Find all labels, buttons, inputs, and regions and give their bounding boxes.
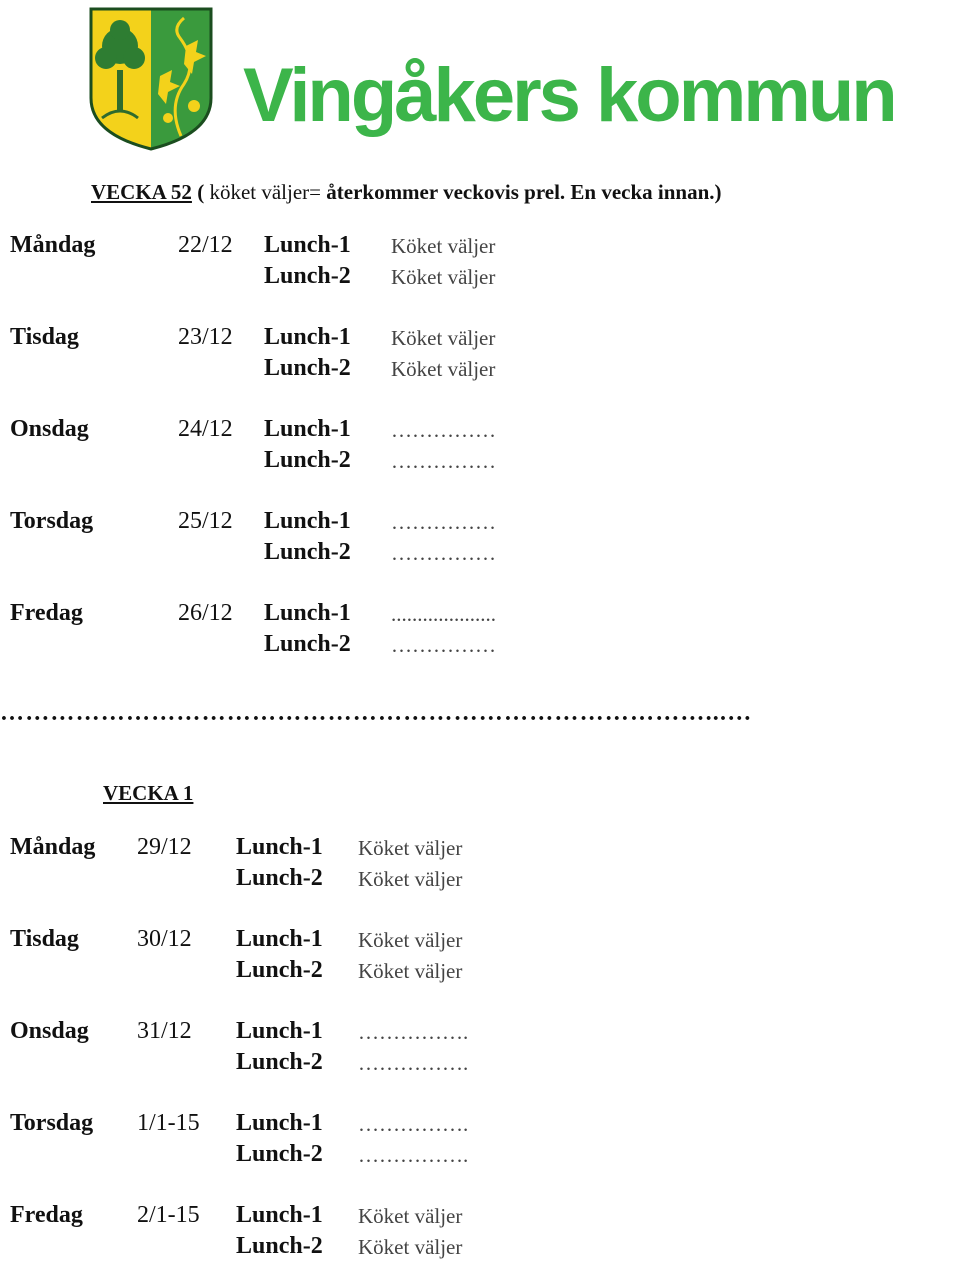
lunch-label: Lunch-1 <box>264 508 351 534</box>
lunch-label: Lunch-2 <box>236 1049 323 1075</box>
week-heading <box>91 180 722 205</box>
dish-text: Köket väljer <box>391 234 496 258</box>
menu-row <box>0 865 960 895</box>
brand-title: Vingåkers kommun <box>243 53 895 138</box>
week-note-open: ( <box>191 180 210 204</box>
date-label: 30/12 <box>137 926 192 952</box>
dish-text: Köket väljer <box>391 357 496 381</box>
day-label: Måndag <box>10 232 96 258</box>
menu-row <box>0 957 960 987</box>
menu-row <box>0 631 960 661</box>
week-label: VECKA 1 <box>103 781 194 805</box>
menu-row <box>0 926 960 956</box>
dish-text: Köket väljer <box>358 867 463 891</box>
date-label: 22/12 <box>178 232 233 258</box>
menu-row <box>0 1018 960 1048</box>
lunch-label: Lunch-2 <box>264 631 351 657</box>
date-label: 24/12 <box>178 416 233 442</box>
day-label: Torsdag <box>10 508 94 534</box>
day-label: Fredag <box>10 1202 83 1228</box>
lunch-label: Lunch-1 <box>264 416 351 442</box>
menu-row <box>0 1049 960 1079</box>
menu-row <box>0 232 960 262</box>
date-label: 23/12 <box>178 324 233 350</box>
menu-row <box>0 834 960 864</box>
dish-text: ……………. <box>358 1020 469 1044</box>
lunch-label: Lunch-1 <box>264 232 351 258</box>
lunch-label: Lunch-1 <box>236 1202 323 1228</box>
menu-row <box>0 600 960 630</box>
menu-row <box>0 1141 960 1171</box>
menu-row <box>0 447 960 477</box>
day-label: Måndag <box>10 834 96 860</box>
lunch-label: Lunch-2 <box>236 1233 323 1259</box>
day-label: Torsdag <box>10 1110 94 1136</box>
week-heading <box>103 781 193 806</box>
dish-text: Köket väljer <box>358 928 463 952</box>
dish-text: Köket väljer <box>358 1235 463 1259</box>
menu-row <box>0 539 960 569</box>
week-label: VECKA 52 <box>91 180 192 204</box>
day-label: Onsdag <box>10 1018 89 1044</box>
day-label: Onsdag <box>10 416 89 442</box>
dish-text: Köket väljer <box>391 265 496 289</box>
dish-text: …………… <box>391 449 496 473</box>
menu-row <box>0 324 960 354</box>
date-label: 26/12 <box>178 600 233 626</box>
dish-text: ……………. <box>358 1051 469 1075</box>
menu-row <box>0 508 960 538</box>
lunch-label: Lunch-2 <box>264 539 351 565</box>
dish-text: …………… <box>391 418 496 442</box>
date-label: 2/1-15 <box>137 1202 200 1228</box>
dish-text: Köket väljer <box>391 326 496 350</box>
dish-text: …………… <box>391 541 496 565</box>
lunch-label: Lunch-1 <box>236 926 323 952</box>
menu-row <box>0 1110 960 1140</box>
week-note-normal: köket väljer= <box>209 180 327 204</box>
day-label: Tisdag <box>10 926 79 952</box>
week-note-bold: återkommer veckovis prel. En vecka innan.) <box>326 180 722 204</box>
lunch-label: Lunch-2 <box>236 865 323 891</box>
menu-row <box>0 263 960 293</box>
dish-text: Köket väljer <box>358 1204 463 1228</box>
lunch-label: Lunch-1 <box>236 834 323 860</box>
menu-row <box>0 1202 960 1232</box>
dish-text: ……………. <box>358 1112 469 1136</box>
day-label: Fredag <box>10 600 83 626</box>
coat-of-arms-logo <box>88 6 214 152</box>
lunch-label: Lunch-2 <box>264 355 351 381</box>
dish-text: Köket väljer <box>358 959 463 983</box>
lunch-label: Lunch-1 <box>236 1018 323 1044</box>
lunch-label: Lunch-1 <box>264 600 351 626</box>
date-label: 1/1-15 <box>137 1110 200 1136</box>
menu-row <box>0 1233 960 1263</box>
lunch-label: Lunch-2 <box>236 1141 323 1167</box>
lunch-label: Lunch-2 <box>264 263 351 289</box>
lunch-label: Lunch-2 <box>264 447 351 473</box>
dish-text: .................... <box>391 602 496 626</box>
dish-text: ……………. <box>358 1143 469 1167</box>
menu-row <box>0 355 960 385</box>
day-label: Tisdag <box>10 324 79 350</box>
lunch-label: Lunch-1 <box>264 324 351 350</box>
dotted-separator: …………………………………………………………………………...… <box>0 700 753 726</box>
dish-text: …………… <box>391 510 496 534</box>
dish-text: …………… <box>391 633 496 657</box>
lunch-label: Lunch-2 <box>236 957 323 983</box>
date-label: 31/12 <box>137 1018 192 1044</box>
menu-row <box>0 416 960 446</box>
lunch-label: Lunch-1 <box>236 1110 323 1136</box>
date-label: 29/12 <box>137 834 192 860</box>
date-label: 25/12 <box>178 508 233 534</box>
dish-text: Köket väljer <box>358 836 463 860</box>
